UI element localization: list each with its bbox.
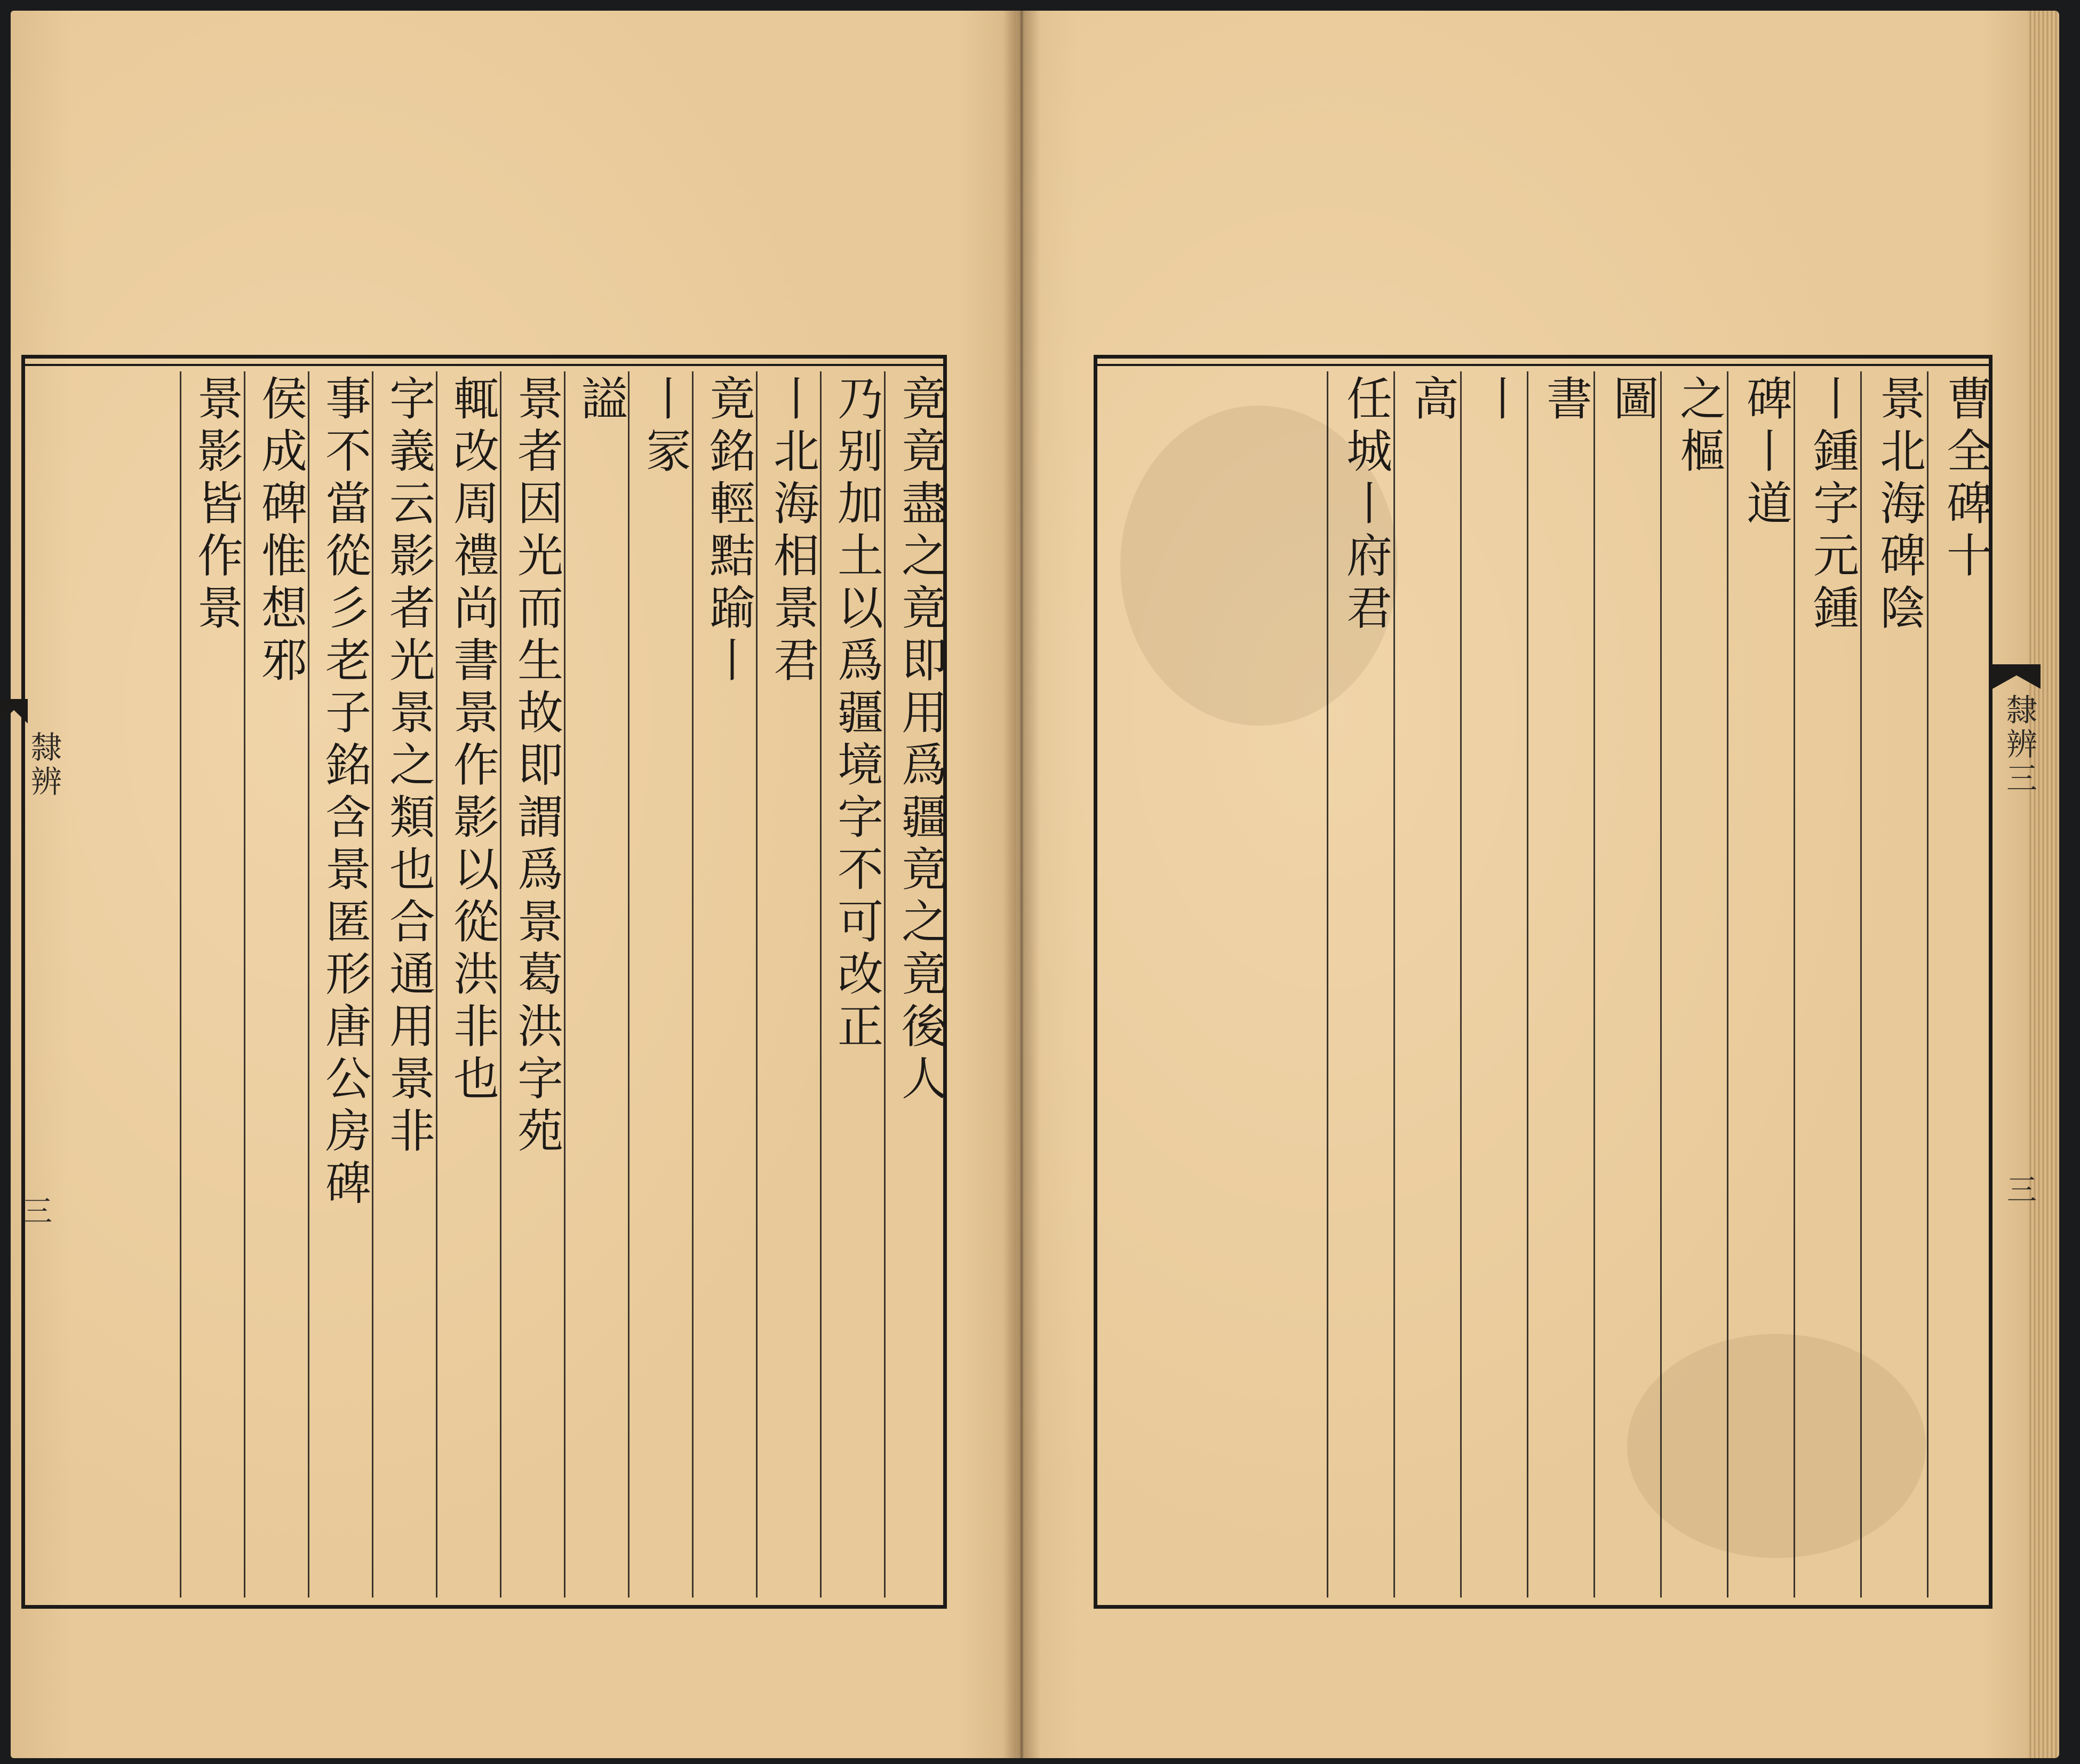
- text-column: 高: [1393, 371, 1455, 1598]
- page-edges: [2027, 11, 2059, 1758]
- margin-title: 隸辨: [26, 731, 62, 799]
- text-column: 之樞: [1660, 371, 1722, 1598]
- frame-rule: [25, 364, 943, 366]
- text-column: 碑丨道: [1727, 371, 1788, 1598]
- folio-number: 三: [2002, 1174, 2037, 1204]
- right-text-frame: [1094, 355, 1993, 1609]
- text-column: 丨冡: [628, 371, 687, 1598]
- text-column: 丨鍾字元鍾: [1794, 371, 1855, 1598]
- folio-number: 三: [18, 1195, 52, 1225]
- text-column: 字義云影者光景之類也合通用景非: [372, 371, 431, 1598]
- text-column: 竟竟盡之竟即用爲疆竟之竟後人: [884, 371, 943, 1598]
- text-column: 竟銘輕黠踰丨: [692, 371, 751, 1598]
- text-column: 謚: [564, 371, 623, 1598]
- frame-rule: [1097, 364, 1989, 366]
- text-column: 乃别加土以爲疆境字不可改正: [820, 371, 879, 1598]
- text-column: 丨: [1460, 371, 1521, 1598]
- text-column: 圖: [1593, 371, 1655, 1598]
- text-column: 事不當從彡老子銘含景匿形唐公房碑: [308, 371, 367, 1598]
- left-text-frame: [21, 355, 947, 1609]
- text-column: 景者因光而生故即謂爲景葛洪字苑: [500, 371, 559, 1598]
- text-column: 侯成碑惟想邪: [244, 371, 303, 1598]
- text-column: 書: [1527, 371, 1588, 1598]
- text-column: 輒改周禮尚書景作影以從洪非也: [436, 371, 495, 1598]
- text-column: 任城丨府君: [1327, 371, 1388, 1598]
- book-gutter: [1003, 11, 1040, 1758]
- text-column: 景影皆作景: [180, 371, 239, 1598]
- margin-title: 隸辨三: [2001, 694, 2037, 796]
- text-column: 丨北海相景君: [756, 371, 815, 1598]
- text-column: 景北海碑陰: [1860, 371, 1922, 1598]
- text-column: 曹全碑十: [1927, 371, 1988, 1598]
